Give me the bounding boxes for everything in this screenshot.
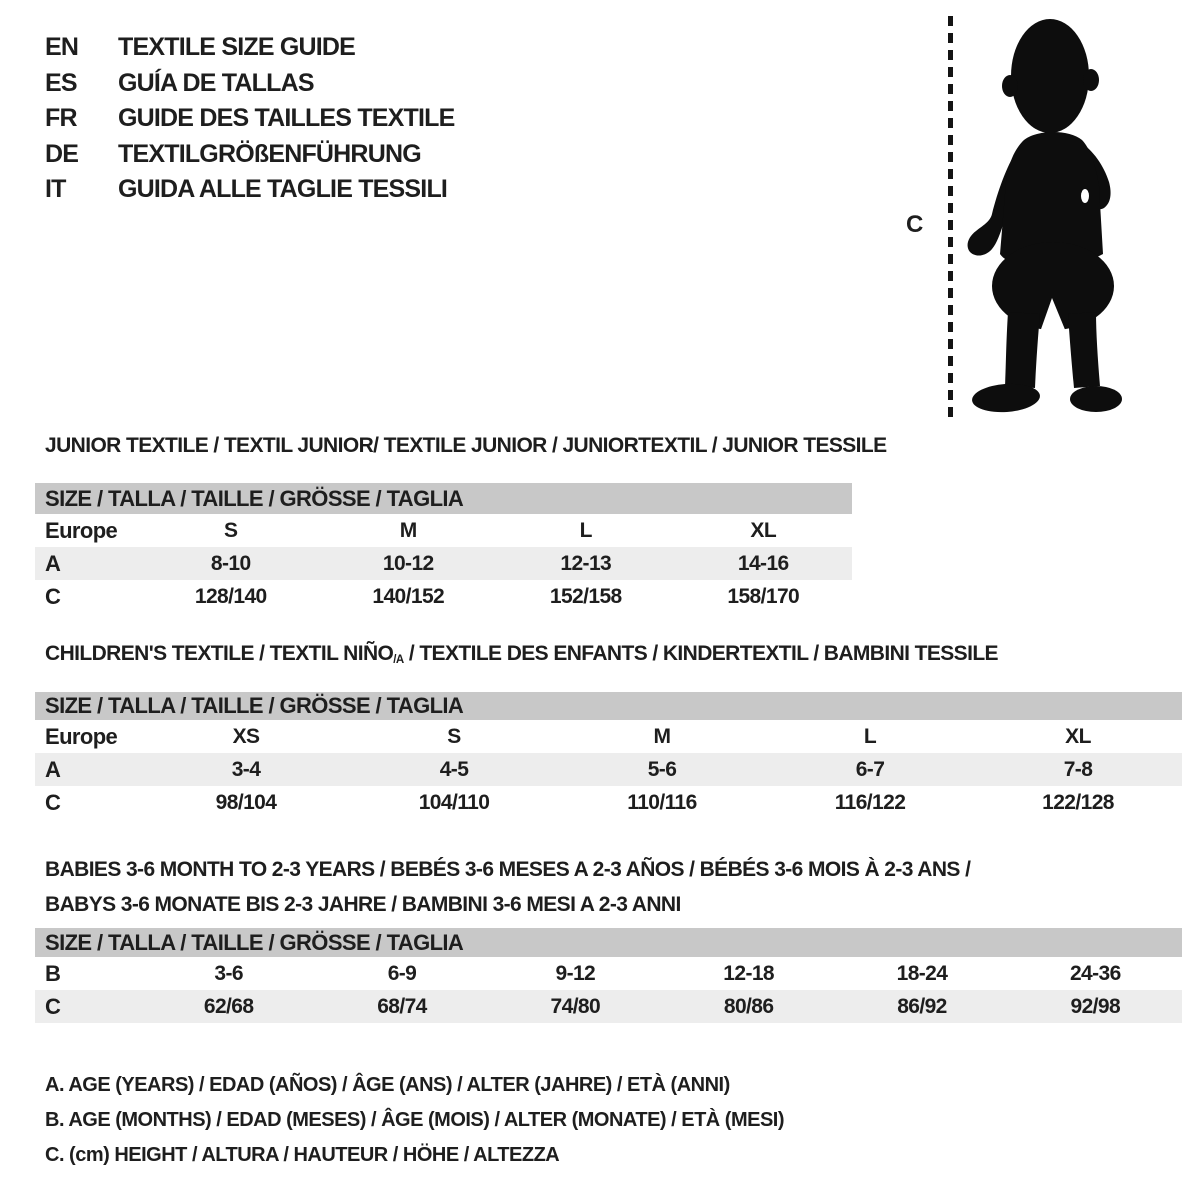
size-cell: M [653, 724, 671, 748]
height-measure-label: C [906, 211, 923, 238]
children-section-title [45, 642, 998, 666]
lang-code-es: ES [45, 68, 77, 97]
lang-row-en [45, 30, 455, 66]
months-cell: 24-36 [1069, 961, 1121, 985]
height-cell: 74/80 [550, 994, 601, 1018]
babies-row-height [35, 990, 1182, 1023]
height-cell: 158/170 [727, 584, 800, 608]
row-label: A [45, 756, 61, 782]
height-cell: 98/104 [215, 790, 277, 814]
age-cell: 3-4 [231, 757, 261, 781]
children-title-pre: CHILDREN'S TEXTILE / TEXTIL NIÑO [45, 642, 394, 665]
lang-row-de [45, 137, 455, 173]
height-cell: 122/128 [1042, 790, 1114, 814]
row-label: C [45, 789, 61, 815]
lang-code-it: IT [45, 175, 66, 204]
babies-row-months [35, 957, 1182, 990]
height-cell: 80/86 [723, 994, 774, 1018]
height-cell: 128/140 [194, 584, 267, 608]
lang-title-fr: GUIDE DES TAILLES TEXTILE [118, 104, 455, 133]
toddler-silhouette-icon [950, 14, 1140, 420]
lang-title-es: GUÍA DE TALLAS [118, 68, 314, 97]
age-cell: 14-16 [737, 551, 789, 575]
children-title-sub: /A [393, 653, 404, 666]
height-cell: 68/74 [377, 994, 427, 1018]
height-cell: 110/116 [627, 790, 697, 814]
junior-row-age [35, 547, 852, 580]
babies-size-header: SIZE / TALLA / TAILLE / GRÖSSE / TAGLIA [35, 928, 1182, 957]
age-cell: 7-8 [1063, 757, 1093, 781]
height-cell: 104/110 [418, 790, 490, 814]
children-row-height [35, 786, 1182, 819]
months-cell: 6-9 [387, 961, 417, 985]
age-cell: 4-5 [439, 757, 469, 781]
row-label: Europe [45, 517, 118, 543]
row-label: C [45, 993, 61, 1019]
size-cell: XL [1065, 724, 1091, 748]
children-size-header: SIZE / TALLA / TAILLE / GRÖSSE / TAGLIA [35, 692, 1182, 720]
language-header [45, 30, 455, 208]
babies-size-table [35, 928, 1182, 1023]
babies-section-title-line2: BABYS 3-6 MONATE BIS 2-3 JAHRE / BAMBINI 3-6 MESI A 2-3 ANNI [45, 893, 681, 916]
lang-code-en: EN [45, 33, 79, 62]
children-row-europe [35, 720, 1182, 753]
age-cell: 10-12 [382, 551, 434, 575]
lang-row-es [45, 66, 455, 102]
legend-age-years: A. AGE (YEARS) / EDAD (AÑOS) / ÂGE (ANS) / ALTER (JAHRE) / ETÀ (ANNI) [45, 1074, 730, 1096]
row-label: Europe [45, 723, 118, 749]
age-cell: 6-7 [855, 757, 885, 781]
age-cell: 8-10 [210, 551, 251, 575]
lang-row-fr [45, 101, 455, 137]
children-size-table [35, 692, 1182, 819]
size-cell: L [863, 724, 877, 748]
row-label: C [45, 583, 61, 609]
lang-code-de: DE [45, 139, 79, 168]
months-cell: 3-6 [214, 961, 243, 985]
size-cell: S [447, 724, 461, 748]
row-label: B [45, 960, 61, 986]
lang-row-it [45, 172, 455, 208]
height-cell: 152/158 [549, 584, 622, 608]
lang-code-fr: FR [45, 104, 77, 133]
size-cell: XS [232, 724, 260, 748]
age-cell: 5-6 [647, 757, 677, 781]
children-title-post: / TEXTILE DES ENFANTS / KINDERTEXTIL / BAMBINI TESSILE [403, 642, 998, 665]
junior-row-europe [35, 514, 852, 547]
junior-size-header: SIZE / TALLA / TAILLE / GRÖSSE / TAGLIA [35, 483, 852, 514]
size-cell: M [399, 518, 417, 542]
junior-section-title: JUNIOR TEXTILE / TEXTIL JUNIOR/ TEXTILE JUNIOR / JUNIORTEXTIL / JUNIOR TESSILE [45, 434, 887, 457]
lang-title-it: GUIDA ALLE TAGLIE TESSILI [118, 175, 448, 204]
measurement-legend [45, 1068, 784, 1173]
legend-age-months: B. AGE (MONTHS) / EDAD (MESES) / ÂGE (MOIS) / ALTER (MONATE) / ETÀ (MESI) [45, 1109, 785, 1131]
children-row-age [35, 753, 1182, 786]
junior-size-table [35, 483, 852, 613]
lang-title-de: TEXTILGRÖßENFÜHRUNG [118, 139, 421, 168]
height-cell: 92/98 [1070, 994, 1121, 1018]
months-cell: 9-12 [555, 961, 596, 985]
height-cell: 116/122 [834, 790, 906, 814]
height-cell: 62/68 [203, 994, 254, 1018]
height-cell: 140/152 [372, 584, 445, 608]
lang-title-en: TEXTILE SIZE GUIDE [118, 33, 356, 62]
age-cell: 12-13 [560, 551, 612, 575]
months-cell: 18-24 [896, 961, 948, 985]
legend-height-cm: C. (cm) HEIGHT / ALTURA / HAUTEUR / HÖHE / ALTEZZA [45, 1144, 560, 1166]
junior-row-height [35, 580, 852, 613]
babies-section-title-line1: BABIES 3-6 MONTH TO 2-3 YEARS / BEBÉS 3-6 MESES A 2-3 AÑOS / BÉBÉS 3-6 MOIS À 2-3 ANS / [45, 858, 971, 881]
height-cell: 86/92 [897, 994, 947, 1018]
row-label: A [45, 550, 61, 576]
months-cell: 12-18 [723, 961, 774, 985]
size-cell: S [224, 518, 238, 542]
size-cell: L [579, 518, 592, 542]
size-cell: XL [750, 518, 777, 542]
